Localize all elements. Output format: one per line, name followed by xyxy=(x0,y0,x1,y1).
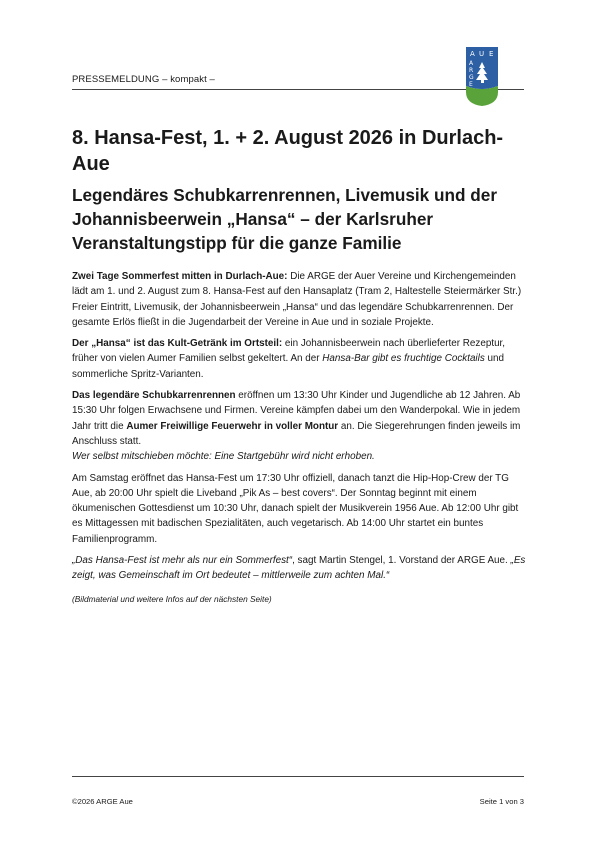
hansa-bar-italic: Hansa-Bar gibt es fruchtige Cocktails xyxy=(322,353,485,365)
footer-copyright: ©2026 ARGE Aue xyxy=(72,797,133,806)
hansa-text: ein Johannisbeerwein nach überlieferter Rezeptur, früher von vielen Aumer Familien selbst gekeltert. An der xyxy=(72,338,506,365)
race-italic-note: Wer selbst mitschieben möchte: Eine Startgebühr wird nicht erhoben. xyxy=(72,451,375,463)
paragraph-race xyxy=(72,388,527,464)
quote-part-2: „Es zeigt, was Gemeinschaft im Ort bedeutet – mittlerweile zum achten Mal.“ xyxy=(72,555,526,582)
page-title: 8. Hansa-Fest, 1. + 2. August 2026 in Durlach-Aue xyxy=(72,127,504,175)
intro-text-2: Freier Eintritt, Livemusik, der Johannisbeerwein „Hansa“ und das legendäre Schubkarrenrennen. Der gesamte Erlös fließt in die Jugendarbeit der Vereine in Aue und in soziale Projekte. xyxy=(72,301,514,328)
svg-text:R: R xyxy=(469,67,474,74)
svg-text:A: A xyxy=(469,60,474,67)
quote-part-1: „Das Hansa-Fest ist mehr als nur ein Sommerfest“ xyxy=(72,555,293,567)
race-lead: Das legendäre Schubkarrenrennen xyxy=(72,390,236,402)
hansa-text-2: und sommerliche Spritz-Varianten. xyxy=(72,353,504,380)
paragraph-program: Am Samstag eröffnet das Hansa-Fest um 17:30 Uhr offiziell, danach tanzt die Hip-Hop-Crew der TG Aue, ab 20:00 Uhr spielt die Liveband „Pik As – best covers“. Der Sonntag beginnt mit einem ökumenischen Gottesdienst um 10:30 Uhr, danach spielt der Musikverein 1956 Aue. Ab 12:00 Uhr gibt es Mittagessen mit badischen Spezialitäten, auch vegetarisch. Ab 14:00 Uhr startet ein buntes Familienprogramm. xyxy=(72,472,519,545)
header-label: PRESSEMELDUNG – kompakt – xyxy=(72,74,215,85)
intro-lead: Zwei Tage Sommerfest mitten in Durlach-Aue: xyxy=(72,271,288,282)
hansa-lead: Der „Hansa“ ist das Kult-Getränk im Ortsteil: xyxy=(72,338,283,350)
svg-text:E: E xyxy=(469,81,473,88)
paragraph-intro xyxy=(72,269,527,330)
quote-attribution: , sagt Martin Stengel, 1. Vorstand der ARGE Aue. xyxy=(292,555,511,567)
intro-text: Die ARGE der Auer Vereine und Kirchengemeinden lädt am 1. und 2. August zum 8. Hansa-Fest auf den Hansaplatz (Tram 2, Haltestelle Steiermärker Str.) xyxy=(72,271,522,298)
image-note: (Bildmaterial und weitere Infos auf der nächsten Seite) xyxy=(72,593,272,604)
svg-text:A: A xyxy=(470,50,475,58)
paragraph-hansa xyxy=(72,336,527,382)
svg-text:E: E xyxy=(489,50,494,58)
arge-aue-logo xyxy=(465,46,499,106)
footer-page-number: Seite 1 von 3 xyxy=(479,797,524,806)
page-subtitle: Legendäres Schubkarrenrennen, Livemusik und der Johannisbeerwein „Hansa“ – der Karlsruher Veranstaltungstipp für die ganze Familie xyxy=(72,185,498,253)
header-divider xyxy=(72,89,524,90)
race-text: eröffnen um 13:30 Uhr Kinder und Jugendliche ab 12 Jahren. Ab 15:30 Uhr folgen Erwachsene und Firmen. Vereine kämpfen dabei um den Wanderpokal. Wie in jedem Jahr tritt die xyxy=(72,390,521,432)
svg-text:U: U xyxy=(479,50,485,58)
press-release-body xyxy=(72,269,527,613)
paragraph-quote xyxy=(72,553,527,584)
race-text-2: an. Die Siegerehrungen finden jeweils im Anschluss statt. xyxy=(72,420,521,447)
race-firebrigade: Aumer Freiwillige Feuerwehr in voller Montur xyxy=(126,420,339,432)
svg-text:G: G xyxy=(469,74,474,81)
footer-divider xyxy=(72,776,524,777)
